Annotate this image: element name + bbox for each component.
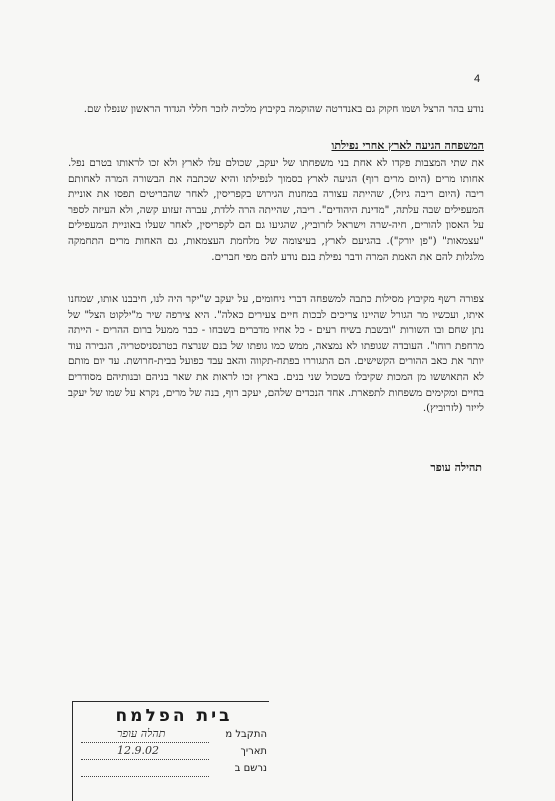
stamp-line [81, 742, 209, 743]
stamp-date-value: 12.9.02 [117, 744, 159, 757]
stamp-line [81, 776, 209, 777]
stamp-date-label: תאריך [240, 746, 267, 757]
paragraph-intro: נודע בהר הרצל ושמו חקוק גם באנדרטה שהוקמה בקיבוץ מלכיה לזכר חללי הגדוד הראשון שנפלו שם. [83, 103, 484, 115]
stamp-date-row [77, 746, 267, 763]
page-number: 4 [474, 73, 481, 85]
stamp-received-value: תהלה עופר [117, 727, 166, 740]
stamp-registered-label: נרשם ב [234, 763, 267, 774]
stamp-received-row [77, 729, 267, 746]
stamp-title: בית הפלמח [115, 706, 233, 726]
section-heading: המשפחה הגיעה לארץ אחרי נפילתו [331, 139, 484, 152]
stamp-received-label: התקבל מ [225, 729, 267, 740]
archive-stamp [72, 701, 269, 801]
paragraph-family-visits: את שתי המצבות פקדו לא אחת בני משפחתו של יעקב, שכולם עלו לארץ ולא זכו לראותו בטרם נפל. אחותו מרים (היום מרים רוף) הגיעה לארץ בסמוך לנפילתו והיא שכתבה את הבשורה המרה לאחותם ריבה (היום ריבה גיזל), שהייתה עצורה במחנות הגירוש בקפריסין, לאחר שהבריטים תפסו את אוניית המעפילים שבה עלתה, "מדינת היהודים". ריבה, שהייתה הרה ללדת, עברה זעזוע קשה, ולא העיזה לספר על האסון להורים, חיה-שרה וישראל לזרוביץ, שהגיעו גם הם לקפריסין, לאחר שעלו באוניית המעפילים "עצמאות" ("פן יורק"). בהגיעם לארץ, בעיצומה של מלחמת העצמאות, גם האחות מרים התחמקה מלגלות להם את האמת המרה ודבר נפילת בנם נודע להם מפי חברים. [68, 157, 485, 263]
author-signature: תהילה עופר [430, 461, 482, 474]
paragraph-condolences: צפורה רשף מקיבוץ מסילות כתבה למשפחה דברי ניחומים, על יעקב ש"יקר היה לנו, חיבבנו אותו, שמחנו איתו, ועכשיו מר הגורל שהיינו צריכים לבכות חיים צעירים כאלה". היא צירפה שיר מ"ילקוט הצל" של נתן שחם ובו השורות "ובשבת בשיח רעים - כל אחיו מדברים בשבחו - כבר ממעל ברום ההרים - הייתה מרחפת רוחו". העובדה שגופתו לא נמצאה, ממש כמו גופתו של בנם שנרצח בטרנסניסטריה, הגבירה עוד יותר את כאב ההורים הקשישים. הם התגוררו בפתח-תקווה והאב עבד כפועל בבית-חרושת. עד יום מותם לא התאוששו מן המכות שקיבלו בשכול שני בנים. בארץ זכו לראות את שאר בניהם ובנותיהם מסודרים בחיים ומקימים משפחות לתפארת. אחד הנכדים שלהם, יעקב רוף, בנה של מרים, נקרא על שמו של יעקב לייזר (לזרוביץ). [68, 293, 484, 415]
stamp-registered-row [77, 763, 267, 780]
stamp-line [81, 759, 209, 760]
